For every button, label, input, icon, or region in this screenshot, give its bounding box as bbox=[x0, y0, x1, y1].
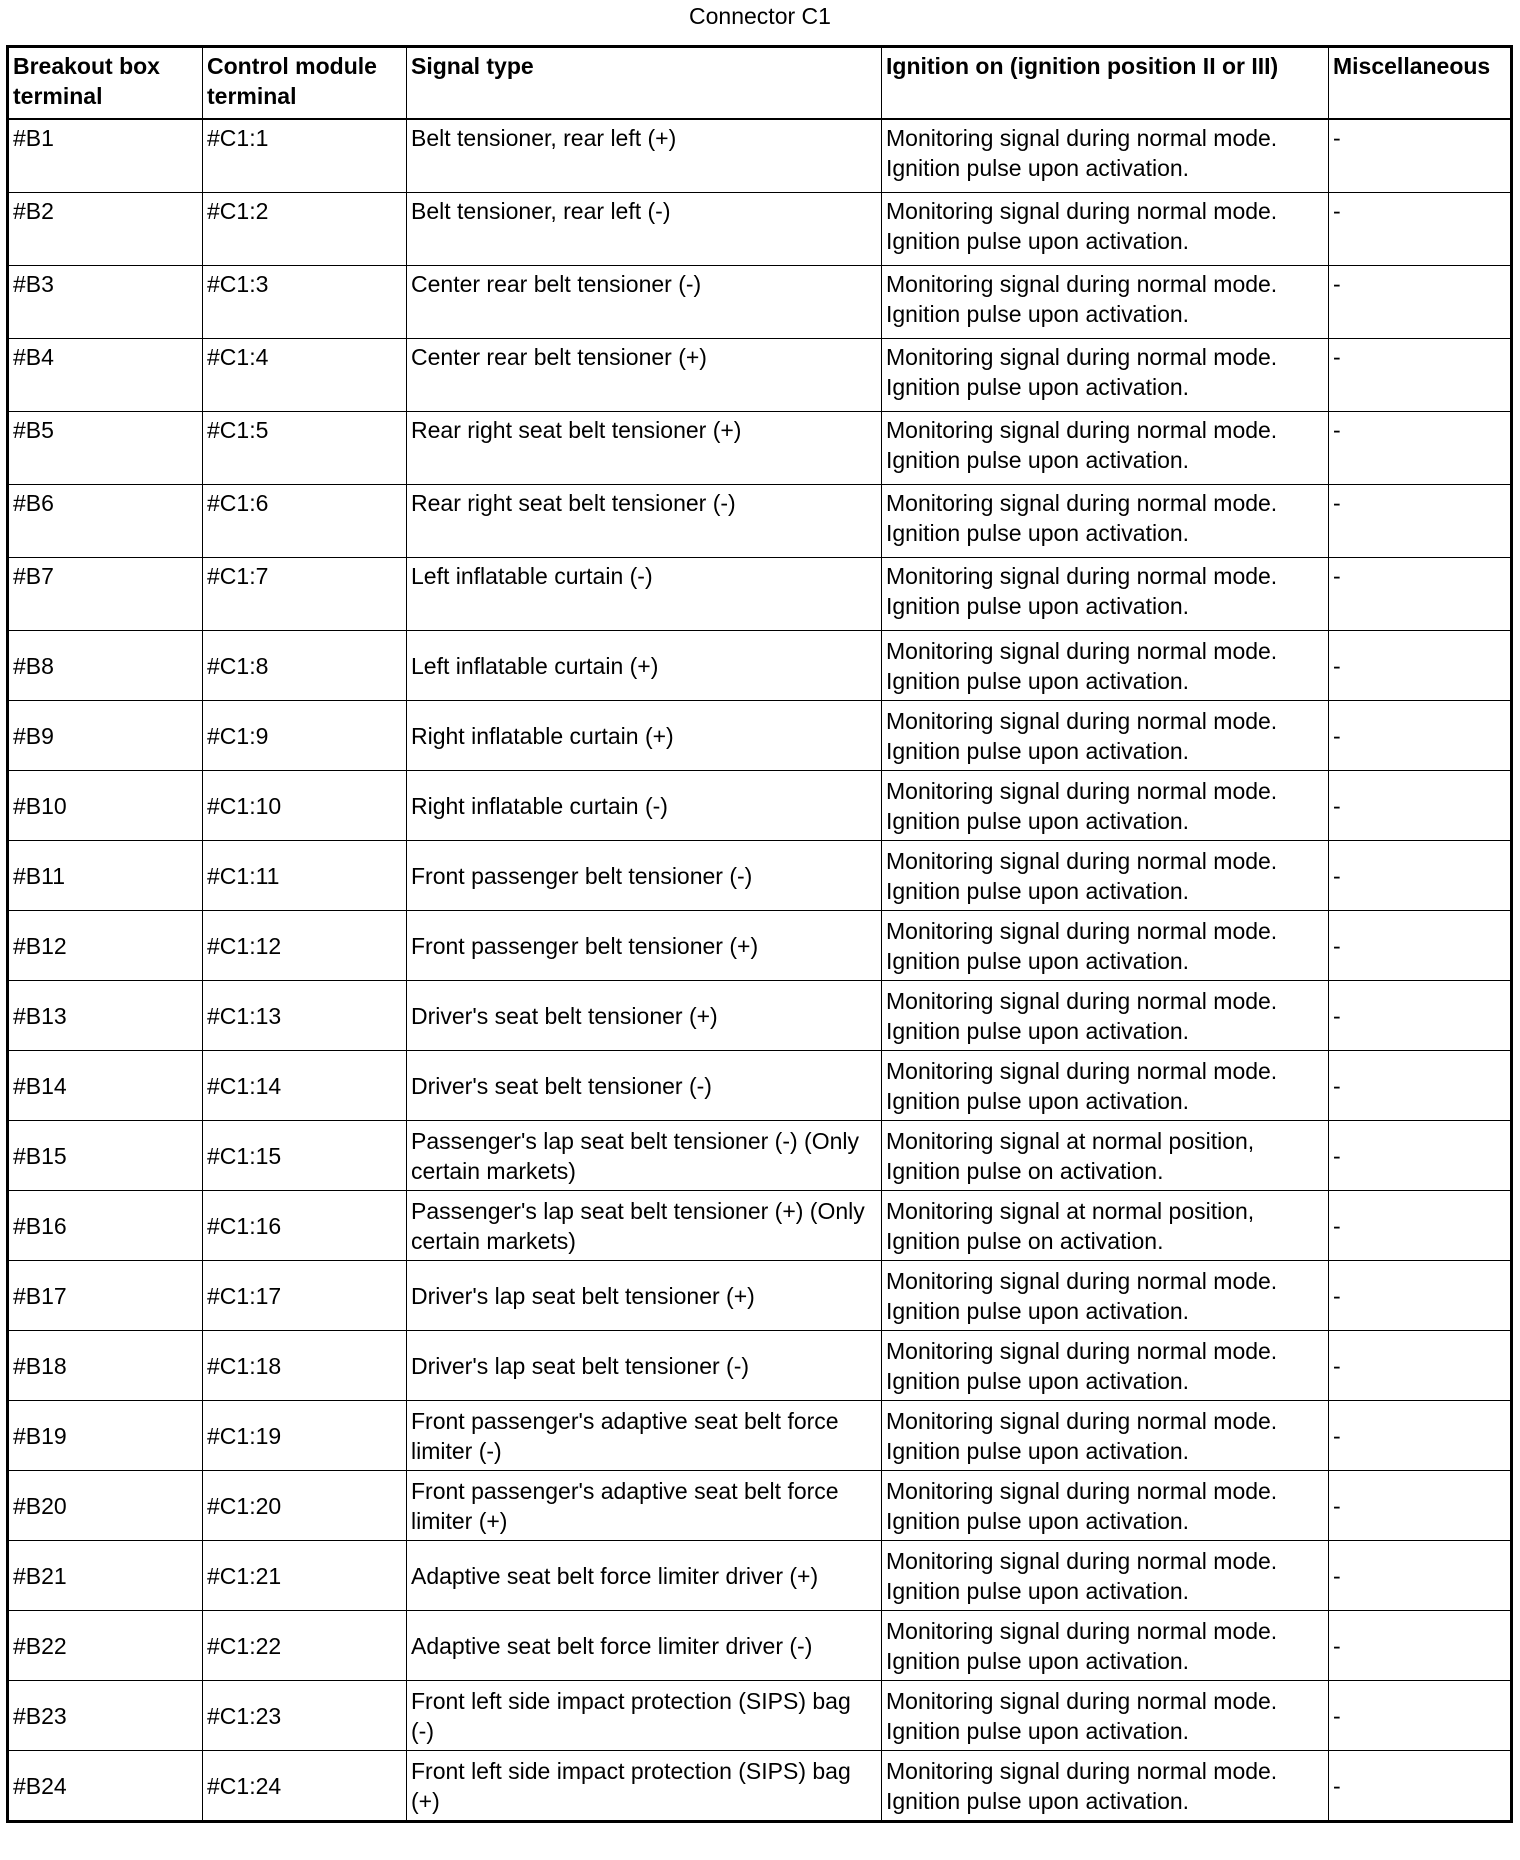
table-row bbox=[8, 911, 1512, 981]
signal-type-cell: Front left side impact protection (SIPS) bag (+) bbox=[407, 1751, 882, 1822]
miscellaneous-cell: - bbox=[1329, 1121, 1512, 1191]
miscellaneous-cell: - bbox=[1329, 119, 1512, 193]
miscellaneous-cell: - bbox=[1329, 911, 1512, 981]
control-module-terminal-cell: #C1:7 bbox=[203, 558, 407, 631]
ignition-on-cell: Monitoring signal at normal position, Ignition pulse on activation. bbox=[882, 1191, 1329, 1261]
miscellaneous-cell: - bbox=[1329, 193, 1512, 266]
signal-type-cell: Adaptive seat belt force limiter driver (-) bbox=[407, 1611, 882, 1681]
ignition-on-cell: Monitoring signal during normal mode. Ignition pulse upon activation. bbox=[882, 558, 1329, 631]
table-row bbox=[8, 1541, 1512, 1611]
breakout-terminal-cell: #B20 bbox=[8, 1471, 203, 1541]
table-row bbox=[8, 1331, 1512, 1401]
signal-type-cell: Right inflatable curtain (-) bbox=[407, 771, 882, 841]
control-module-terminal-cell: #C1:13 bbox=[203, 981, 407, 1051]
table-row bbox=[8, 841, 1512, 911]
breakout-terminal-cell: #B10 bbox=[8, 771, 203, 841]
control-module-terminal-cell: #C1:1 bbox=[203, 119, 407, 193]
ignition-on-cell: Monitoring signal during normal mode. Ignition pulse upon activation. bbox=[882, 911, 1329, 981]
table-row bbox=[8, 558, 1512, 631]
signal-type-cell: Rear right seat belt tensioner (-) bbox=[407, 485, 882, 558]
miscellaneous-cell: - bbox=[1329, 339, 1512, 412]
ignition-on-cell: Monitoring signal during normal mode. Ignition pulse upon activation. bbox=[882, 193, 1329, 266]
control-module-terminal-cell: #C1:20 bbox=[203, 1471, 407, 1541]
breakout-terminal-cell: #B18 bbox=[8, 1331, 203, 1401]
header-ignition-on: Ignition on (ignition position II or III) bbox=[882, 47, 1329, 120]
breakout-terminal-cell: #B24 bbox=[8, 1751, 203, 1822]
control-module-terminal-cell: #C1:4 bbox=[203, 339, 407, 412]
signal-type-cell: Left inflatable curtain (+) bbox=[407, 631, 882, 701]
ignition-on-cell: Monitoring signal during normal mode. Ignition pulse upon activation. bbox=[882, 339, 1329, 412]
ignition-on-cell: Monitoring signal during normal mode. Ignition pulse upon activation. bbox=[882, 119, 1329, 193]
table-row bbox=[8, 1611, 1512, 1681]
ignition-on-cell: Monitoring signal during normal mode. Ignition pulse upon activation. bbox=[882, 981, 1329, 1051]
control-module-terminal-cell: #C1:2 bbox=[203, 193, 407, 266]
ignition-on-cell: Monitoring signal during normal mode. Ignition pulse upon activation. bbox=[882, 1471, 1329, 1541]
control-module-terminal-cell: #C1:6 bbox=[203, 485, 407, 558]
breakout-terminal-cell: #B9 bbox=[8, 701, 203, 771]
control-module-terminal-cell: #C1:16 bbox=[203, 1191, 407, 1261]
breakout-terminal-cell: #B21 bbox=[8, 1541, 203, 1611]
signal-type-cell: Belt tensioner, rear left (-) bbox=[407, 193, 882, 266]
miscellaneous-cell: - bbox=[1329, 1541, 1512, 1611]
breakout-terminal-cell: #B19 bbox=[8, 1401, 203, 1471]
signal-type-cell: Center rear belt tensioner (+) bbox=[407, 339, 882, 412]
ignition-on-cell: Monitoring signal at normal position, Ignition pulse on activation. bbox=[882, 1121, 1329, 1191]
control-module-terminal-cell: #C1:10 bbox=[203, 771, 407, 841]
control-module-terminal-cell: #C1:24 bbox=[203, 1751, 407, 1822]
table-row bbox=[8, 1471, 1512, 1541]
breakout-terminal-cell: #B12 bbox=[8, 911, 203, 981]
control-module-terminal-cell: #C1:3 bbox=[203, 266, 407, 339]
control-module-terminal-cell: #C1:12 bbox=[203, 911, 407, 981]
breakout-terminal-cell: #B11 bbox=[8, 841, 203, 911]
breakout-terminal-cell: #B23 bbox=[8, 1681, 203, 1751]
signal-type-cell: Adaptive seat belt force limiter driver (+) bbox=[407, 1541, 882, 1611]
signal-type-cell: Passenger's lap seat belt tensioner (-) (Only certain markets) bbox=[407, 1121, 882, 1191]
ignition-on-cell: Monitoring signal during normal mode. Ignition pulse upon activation. bbox=[882, 1611, 1329, 1681]
signal-type-cell: Left inflatable curtain (-) bbox=[407, 558, 882, 631]
breakout-terminal-cell: #B3 bbox=[8, 266, 203, 339]
breakout-terminal-cell: #B15 bbox=[8, 1121, 203, 1191]
ignition-on-cell: Monitoring signal during normal mode. Ignition pulse upon activation. bbox=[882, 1401, 1329, 1471]
control-module-terminal-cell: #C1:22 bbox=[203, 1611, 407, 1681]
signal-type-cell: Front passenger's adaptive seat belt force limiter (+) bbox=[407, 1471, 882, 1541]
signal-type-cell: Front passenger belt tensioner (-) bbox=[407, 841, 882, 911]
ignition-on-cell: Monitoring signal during normal mode. Ignition pulse upon activation. bbox=[882, 1051, 1329, 1121]
table-row bbox=[8, 119, 1512, 193]
signal-type-cell: Driver's seat belt tensioner (-) bbox=[407, 1051, 882, 1121]
ignition-on-cell: Monitoring signal during normal mode. Ignition pulse upon activation. bbox=[882, 412, 1329, 485]
header-breakout-terminal: Breakout box terminal bbox=[8, 47, 203, 120]
signal-type-cell: Passenger's lap seat belt tensioner (+) (Only certain markets) bbox=[407, 1191, 882, 1261]
table-row bbox=[8, 771, 1512, 841]
header-row bbox=[8, 47, 1512, 120]
miscellaneous-cell: - bbox=[1329, 1751, 1512, 1822]
miscellaneous-cell: - bbox=[1329, 1471, 1512, 1541]
table-row bbox=[8, 1401, 1512, 1471]
control-module-terminal-cell: #C1:17 bbox=[203, 1261, 407, 1331]
miscellaneous-cell: - bbox=[1329, 558, 1512, 631]
table-row bbox=[8, 1751, 1512, 1822]
miscellaneous-cell: - bbox=[1329, 485, 1512, 558]
breakout-terminal-cell: #B7 bbox=[8, 558, 203, 631]
ignition-on-cell: Monitoring signal during normal mode. Ignition pulse upon activation. bbox=[882, 485, 1329, 558]
table-row bbox=[8, 1681, 1512, 1751]
header-control-module-terminal: Control module terminal bbox=[203, 47, 407, 120]
miscellaneous-cell: - bbox=[1329, 1051, 1512, 1121]
control-module-terminal-cell: #C1:14 bbox=[203, 1051, 407, 1121]
connector-table bbox=[6, 45, 1513, 1823]
table-row bbox=[8, 266, 1512, 339]
ignition-on-cell: Monitoring signal during normal mode. Ignition pulse upon activation. bbox=[882, 266, 1329, 339]
miscellaneous-cell: - bbox=[1329, 412, 1512, 485]
breakout-terminal-cell: #B5 bbox=[8, 412, 203, 485]
ignition-on-cell: Monitoring signal during normal mode. Ignition pulse upon activation. bbox=[882, 841, 1329, 911]
control-module-terminal-cell: #C1:18 bbox=[203, 1331, 407, 1401]
ignition-on-cell: Monitoring signal during normal mode. Ignition pulse upon activation. bbox=[882, 1751, 1329, 1822]
header-miscellaneous: Miscellaneous bbox=[1329, 47, 1512, 120]
breakout-terminal-cell: #B2 bbox=[8, 193, 203, 266]
ignition-on-cell: Monitoring signal during normal mode. Ignition pulse upon activation. bbox=[882, 631, 1329, 701]
table-row bbox=[8, 701, 1512, 771]
breakout-terminal-cell: #B6 bbox=[8, 485, 203, 558]
miscellaneous-cell: - bbox=[1329, 1261, 1512, 1331]
breakout-terminal-cell: #B14 bbox=[8, 1051, 203, 1121]
miscellaneous-cell: - bbox=[1329, 1191, 1512, 1261]
header-signal-type: Signal type bbox=[407, 47, 882, 120]
table-row bbox=[8, 1121, 1512, 1191]
signal-type-cell: Driver's lap seat belt tensioner (+) bbox=[407, 1261, 882, 1331]
table-row bbox=[8, 193, 1512, 266]
signal-type-cell: Rear right seat belt tensioner (+) bbox=[407, 412, 882, 485]
ignition-on-cell: Monitoring signal during normal mode. Ignition pulse upon activation. bbox=[882, 1261, 1329, 1331]
control-module-terminal-cell: #C1:21 bbox=[203, 1541, 407, 1611]
table-row bbox=[8, 631, 1512, 701]
table-row bbox=[8, 485, 1512, 558]
signal-type-cell: Driver's lap seat belt tensioner (-) bbox=[407, 1331, 882, 1401]
breakout-terminal-cell: #B22 bbox=[8, 1611, 203, 1681]
control-module-terminal-cell: #C1:23 bbox=[203, 1681, 407, 1751]
control-module-terminal-cell: #C1:11 bbox=[203, 841, 407, 911]
control-module-terminal-cell: #C1:9 bbox=[203, 701, 407, 771]
table-row bbox=[8, 1051, 1512, 1121]
miscellaneous-cell: - bbox=[1329, 841, 1512, 911]
miscellaneous-cell: - bbox=[1329, 701, 1512, 771]
table-row bbox=[8, 1191, 1512, 1261]
ignition-on-cell: Monitoring signal during normal mode. Ignition pulse upon activation. bbox=[882, 771, 1329, 841]
signal-type-cell: Front passenger's adaptive seat belt force limiter (-) bbox=[407, 1401, 882, 1471]
signal-type-cell: Driver's seat belt tensioner (+) bbox=[407, 981, 882, 1051]
control-module-terminal-cell: #C1:5 bbox=[203, 412, 407, 485]
miscellaneous-cell: - bbox=[1329, 631, 1512, 701]
miscellaneous-cell: - bbox=[1329, 1331, 1512, 1401]
breakout-terminal-cell: #B17 bbox=[8, 1261, 203, 1331]
signal-type-cell: Front left side impact protection (SIPS) bag (-) bbox=[407, 1681, 882, 1751]
ignition-on-cell: Monitoring signal during normal mode. Ignition pulse upon activation. bbox=[882, 701, 1329, 771]
signal-type-cell: Front passenger belt tensioner (+) bbox=[407, 911, 882, 981]
table-row bbox=[8, 981, 1512, 1051]
page-title: Connector C1 bbox=[689, 3, 831, 29]
control-module-terminal-cell: #C1:15 bbox=[203, 1121, 407, 1191]
control-module-terminal-cell: #C1:8 bbox=[203, 631, 407, 701]
breakout-terminal-cell: #B4 bbox=[8, 339, 203, 412]
breakout-terminal-cell: #B13 bbox=[8, 981, 203, 1051]
ignition-on-cell: Monitoring signal during normal mode. Ignition pulse upon activation. bbox=[882, 1681, 1329, 1751]
signal-type-cell: Right inflatable curtain (+) bbox=[407, 701, 882, 771]
miscellaneous-cell: - bbox=[1329, 1611, 1512, 1681]
breakout-terminal-cell: #B16 bbox=[8, 1191, 203, 1261]
breakout-terminal-cell: #B8 bbox=[8, 631, 203, 701]
miscellaneous-cell: - bbox=[1329, 981, 1512, 1051]
miscellaneous-cell: - bbox=[1329, 1401, 1512, 1471]
miscellaneous-cell: - bbox=[1329, 266, 1512, 339]
miscellaneous-cell: - bbox=[1329, 771, 1512, 841]
table-row bbox=[8, 1261, 1512, 1331]
table-row bbox=[8, 412, 1512, 485]
signal-type-cell: Belt tensioner, rear left (+) bbox=[407, 119, 882, 193]
table-row bbox=[8, 339, 1512, 412]
signal-type-cell: Center rear belt tensioner (-) bbox=[407, 266, 882, 339]
ignition-on-cell: Monitoring signal during normal mode. Ignition pulse upon activation. bbox=[882, 1331, 1329, 1401]
breakout-terminal-cell: #B1 bbox=[8, 119, 203, 193]
miscellaneous-cell: - bbox=[1329, 1681, 1512, 1751]
control-module-terminal-cell: #C1:19 bbox=[203, 1401, 407, 1471]
ignition-on-cell: Monitoring signal during normal mode. Ignition pulse upon activation. bbox=[882, 1541, 1329, 1611]
